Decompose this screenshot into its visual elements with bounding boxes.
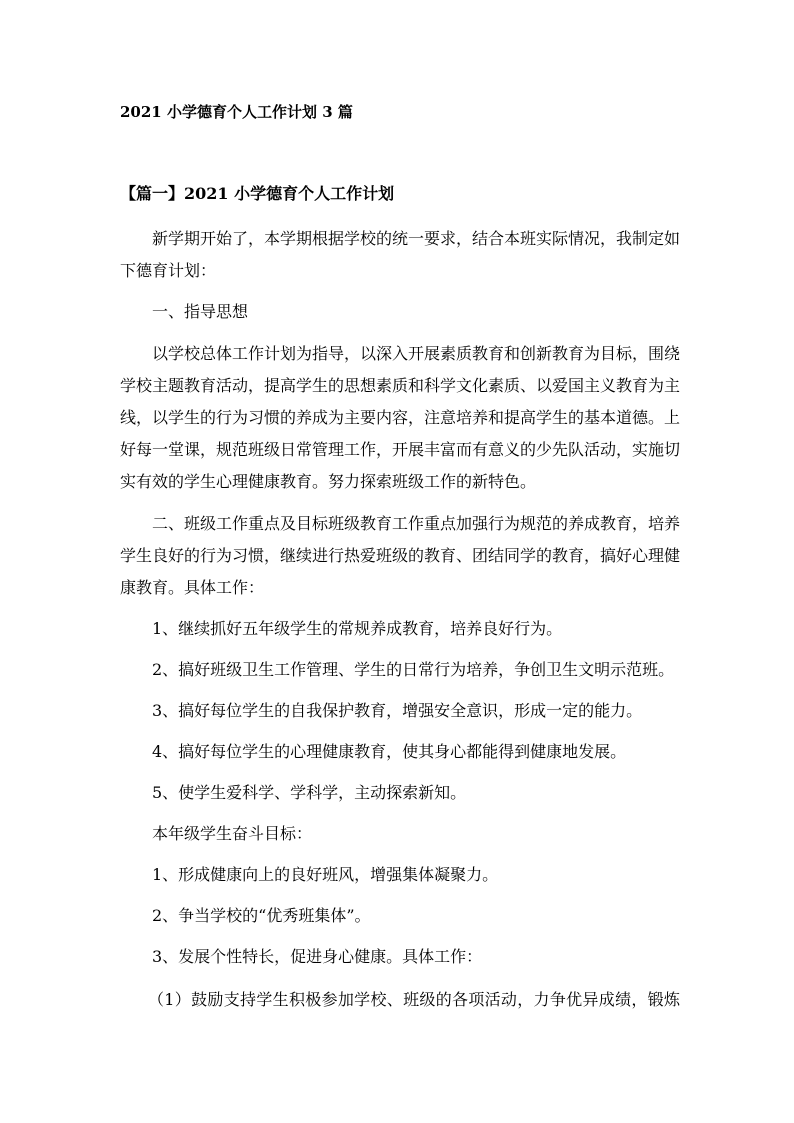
sub-item-1: （1）鼓励支持学生积极参加学校、班级的各项活动，力争优异成绩，锻炼 — [148, 990, 680, 1009]
intro-line-1: 新学期开始了，本学期根据学校的统一要求，结合本班实际情况，我制定如 — [152, 229, 681, 248]
part1-line-1: 以学校总体工作计划为指导，以深入开展素质教育和创新教育为目标，围绕 — [152, 344, 681, 363]
section-heading: 【篇一】2021 小学德育个人工作计划 — [120, 184, 395, 203]
work-item-2: 2、搞好班级卫生工作管理、学生的日常行为培养，争创卫生文明示范班。 — [152, 660, 675, 679]
work-item-3: 3、搞好每位学生的自我保护教育，增强安全意识，形成一定的能力。 — [152, 701, 643, 720]
part2-line-1: 二、班级工作重点及目标班级教育工作重点加强行为规范的养成教育，培养 — [152, 514, 681, 533]
part2-line-3: 康教育。具体工作： — [120, 578, 265, 597]
part1-line-3: 线，以学生的行为习惯的养成为主要内容，注意培养和提高学生的基本道德。上 — [120, 408, 681, 427]
goals-heading: 本年级学生奋斗目标： — [152, 824, 313, 843]
work-item-4: 4、搞好每位学生的心理健康教育，使其身心都能得到健康地发展。 — [152, 742, 627, 761]
goal-item-2: 2、争当学校的“优秀班集体”。 — [152, 906, 371, 925]
part1-line-5: 实有效的学生心理健康教育。努力探索班级工作的新特色。 — [120, 472, 537, 491]
document-title: 2021 小学德育个人工作计划 3 篇 — [120, 103, 353, 121]
part1-line-4: 好每一堂课，规范班级日常管理工作，开展丰富而有意义的少先队活动，实施切 — [120, 440, 681, 459]
goal-item-3: 3、发展个性特长，促进身心健康。具体工作： — [152, 947, 483, 966]
work-item-5: 5、使学生爱科学、学科学，主动探索新知。 — [152, 783, 467, 802]
intro-line-2: 下德育计划： — [120, 261, 217, 280]
work-item-1: 1、继续抓好五年级学生的常规养成教育，培养良好行为。 — [152, 619, 563, 638]
part2-line-2: 学生良好的行为习惯，继续进行热爱班级的教育、团结同学的教育，搞好心理健 — [120, 546, 681, 565]
goal-item-1: 1、形成健康向上的良好班风，增强集体凝聚力。 — [152, 865, 499, 884]
part1-heading: 一、指导思想 — [152, 302, 249, 321]
part1-line-2: 学校主题教育活动，提高学生的思想素质和科学文化素质、以爱国主义教育为主 — [120, 376, 681, 395]
